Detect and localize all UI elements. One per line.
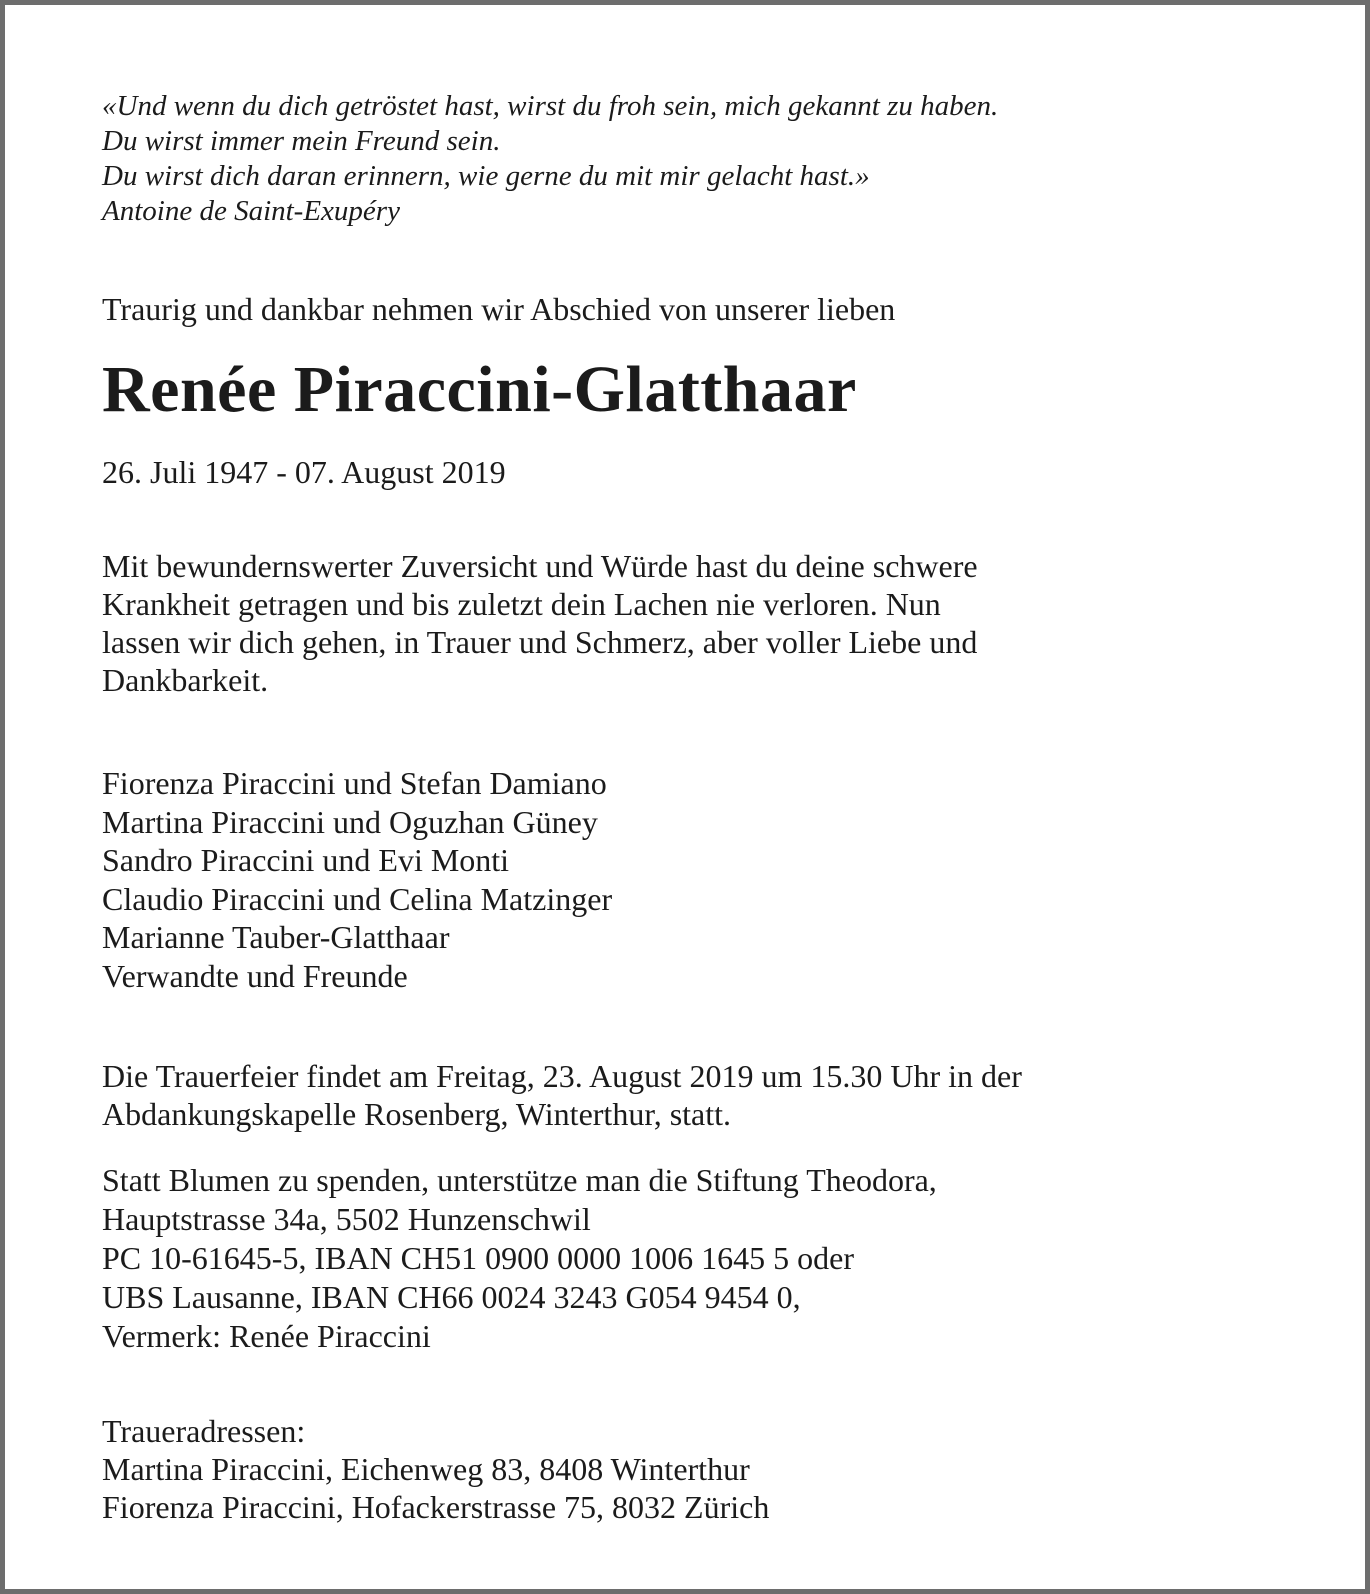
quote-line: Du wirst dich daran erinnern, wie gerne du mit mir gelacht hast.» xyxy=(102,160,870,192)
mourner-line: Marianne Tauber-Glatthaar xyxy=(102,919,450,955)
mourner-line: Martina Piraccini und Oguzhan Güney xyxy=(102,803,598,840)
mourner-line: Sandro Piraccini und Evi Monti xyxy=(102,842,510,878)
tribute-line: Mit bewundernswerter Zuversicht und Würde hast du deine schwere xyxy=(102,548,978,584)
mourners-list xyxy=(102,764,1315,995)
mourning-addresses xyxy=(102,1412,1315,1526)
donation-line: PC 10-61645-5, IBAN CH51 0900 0000 1006 1645 5 oder xyxy=(102,1240,854,1276)
donation-line: Vermerk: Renée Piraccini xyxy=(102,1318,431,1354)
mourner-line: Claudio Piraccini und Celina Matzinger xyxy=(102,880,613,917)
memorial-quote xyxy=(102,89,1315,229)
tribute-line: Dankbarkeit. xyxy=(102,662,269,698)
donation-line: Hauptstrasse 34a, 5502 Hunzenschwil xyxy=(102,1201,591,1237)
funeral-info xyxy=(102,1057,1315,1133)
donation-line: UBS Lausanne, IBAN CH66 0024 3243 G054 9454 0, xyxy=(102,1279,801,1315)
address-line: Martina Piraccini, Eichenweg 83, 8408 Winterthur xyxy=(102,1451,750,1487)
deceased-name: Renée Piraccini-Glatthaar xyxy=(102,353,857,426)
mourner-line: Verwandte und Freunde xyxy=(102,957,408,994)
tribute-paragraph xyxy=(102,547,1315,699)
tribute-line: lassen wir dich gehen, in Trauer und Schmerz, aber voller Liebe und xyxy=(102,624,978,660)
addresses-title: Traueradressen: xyxy=(102,1413,306,1449)
donation-line: Statt Blumen zu spenden, unterstütze man die Stiftung Theodora, xyxy=(102,1162,937,1198)
funeral-line: Die Trauerfeier findet am Freitag, 23. August 2019 um 15.30 Uhr in der xyxy=(102,1058,1022,1094)
quote-line: Du wirst immer mein Freund sein. xyxy=(102,125,501,157)
quote-line: «Und wenn du dich getröstet hast, wirst du froh sein, mich gekannt zu haben. xyxy=(102,90,999,122)
address-line: Fiorenza Piraccini, Hofackerstrasse 75, 8032 Zürich xyxy=(102,1489,770,1525)
quote-attribution: Antoine de Saint-Exupéry xyxy=(102,195,400,227)
funeral-line: Abdankungskapelle Rosenberg, Winterthur, statt. xyxy=(102,1096,732,1132)
mourner-line: Fiorenza Piraccini und Stefan Damiano xyxy=(102,765,607,801)
donation-info xyxy=(102,1161,1315,1356)
intro-line: Traurig und dankbar nehmen wir Abschied von unserer lieben xyxy=(102,291,896,327)
tribute-line: Krankheit getragen und bis zuletzt dein Lachen nie verloren. Nun xyxy=(102,586,941,622)
life-dates: 26. Juli 1947 - 07. August 2019 xyxy=(102,454,506,490)
